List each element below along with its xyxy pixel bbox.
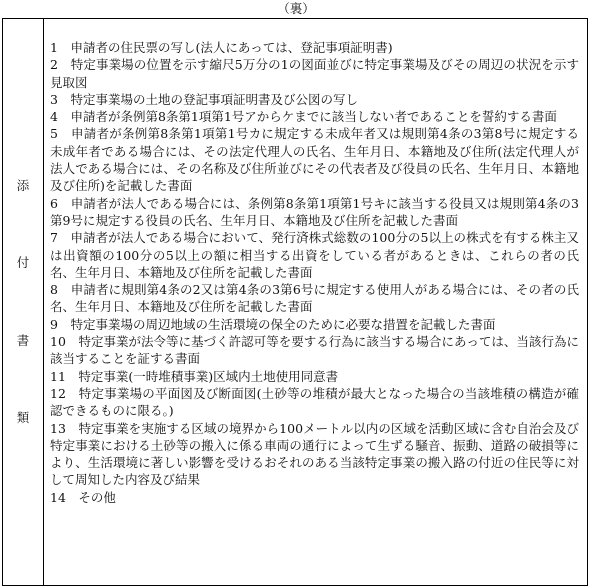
attachment-item-9: 9 特定事業場の周辺地域の生活環境の保全のために必要な措置を記載した書面 [50, 316, 496, 332]
attachment-item-10: 10 特定事業が法令等に基づく許認可等を要する行為に該当する場合にあっては、当該行為に該当することを証する書面 [50, 334, 579, 367]
attachment-item-12: 12 特定事業場の平面図及び断面図(土砂等の堆積が最大となった場合の当該堆積の構造が確認できるものに限る。) [50, 385, 579, 419]
attachment-item-1: 1 申請者の住民票の写し(法人にあっては、登記事項証明書) [50, 40, 393, 55]
attachment-item-7: 7 申請者が法人である場合において、発行済株式総数の100分の5以上の株式を有する株主又は出資額の100分の5以上の額に相当する出資をしている者があるときは、これらの者の氏名、生年月日、本籍地及び住所を記載した書面 [50, 230, 579, 280]
attachments-table [2, 18, 588, 586]
page-side-marker: （裏） [277, 1, 315, 16]
attachment-item-5: 5 申請者が条例第8条第1項第1号カに規定する未成年者又は規則第4条の3第8号に規定する未成年者である場合には、その法定代理人の氏名、生年月日、本籍地及び住所(法定代理人が法人である場合には、その名称及び住所並びにその代表者及び役員の氏名、生年月日、本籍地及び住所)を記載した書面 [50, 126, 579, 194]
attachment-item-13: 13 特定事業を実施する区域の境界から100メートル以内の区域を活動区域に含む自治会及び特定事業における土砂等の搬入に係る車両の通行によって生ずる騒音、振動、道路の破損等により、生活環境に著しい影響を受けるおそれのある当該特定事業の搬入路の付近の住民等に対して周知した内容及び結果 [50, 420, 579, 488]
attachments-list [44, 19, 587, 585]
label-char-1: 添 [16, 178, 30, 193]
attachment-item-14: 14 その他 [50, 489, 116, 505]
attachment-item-2: 2 特定事業場の位置を示す縮尺5万分の1の図面並びに特定事業場及びその周辺の状況を示す見取図 [50, 57, 579, 90]
label-char-2: 付 [16, 255, 30, 271]
attachment-item-11: 11 特定事業(一時堆積事業)区域内土地使用同意書 [50, 368, 339, 384]
attachment-item-6: 6 申請者が法人である場合には、条例第8条第1項第1号キに該当する役員又は規則第4条の3第9号に規定する役員の氏名、生年月日、本籍地及び住所を記載した書面 [50, 195, 579, 228]
attachment-item-3: 3 特定事業場の土地の登記事項証明書及び公図の写し [50, 91, 358, 107]
label-char-3: 書 [16, 332, 30, 348]
attachment-item-8: 8 申請者に規則第4条の2又は第4条の3第6号に規定する使用人がある場合には、その者の氏名、生年月日、本籍地及び住所を記載した書面 [50, 282, 579, 315]
attachments-label-cell [3, 19, 44, 585]
label-char-4: 類 [16, 409, 30, 425]
attachment-item-4: 4 申請者が条例第8条第1項第1号アからケまでに該当しない者であることを誓約する書面 [50, 109, 557, 125]
